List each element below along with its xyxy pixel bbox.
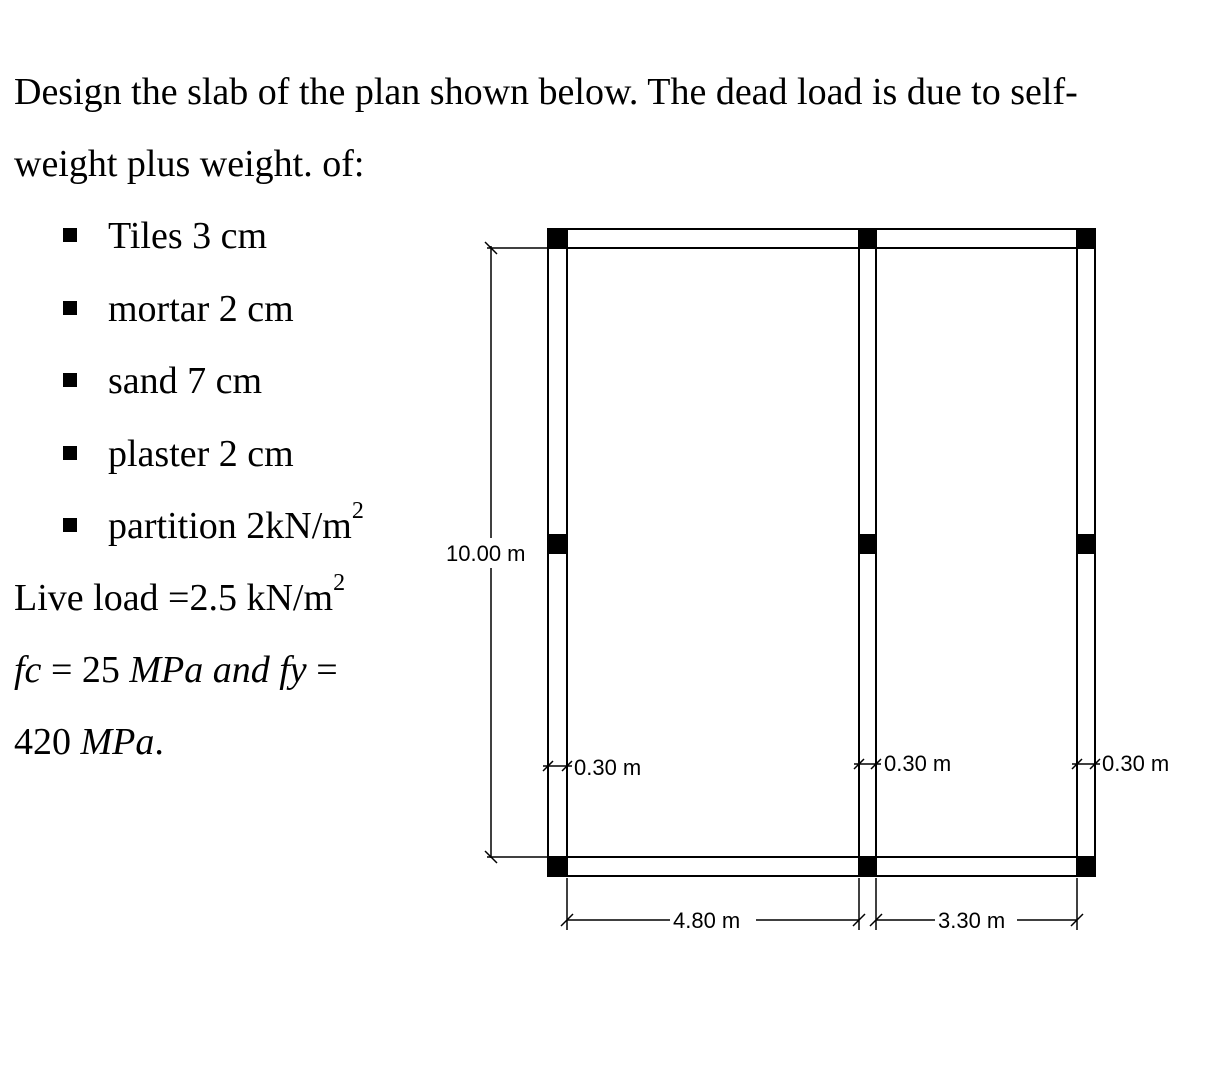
fy-value: 420 <box>14 721 81 763</box>
beam-width-label-middle: 0.30 m <box>884 751 952 776</box>
column <box>858 228 877 249</box>
bottom-beam <box>548 857 1095 876</box>
and-text: and <box>203 649 280 691</box>
overall-height-label: 10.00 m <box>446 541 526 566</box>
fc-symbol: fc <box>14 649 42 691</box>
beam-width-label-right: 0.30 m <box>1102 751 1170 776</box>
column <box>547 228 567 249</box>
dead-load-item-label: mortar 2 cm <box>108 288 294 330</box>
live-load-line: Live load =2.5 $kN/m^2$ <box>14 570 346 619</box>
column <box>858 856 877 877</box>
fy-unit: MPa <box>80 721 155 763</box>
left-span-label: 4.80 m <box>673 908 741 933</box>
top-beam <box>548 229 1095 248</box>
column <box>1076 228 1096 249</box>
right-span-label: 3.30 m <box>938 908 1006 933</box>
column <box>547 856 567 877</box>
dead-load-item-label: partition $2kN/m^2$ <box>108 498 364 547</box>
superscript-exponent: 2 <box>333 570 346 597</box>
beam-width-label-left: 0.30 m <box>574 755 642 780</box>
column <box>1076 856 1096 877</box>
column <box>547 534 567 554</box>
fy-symbol: fy <box>279 649 307 691</box>
problem-intro-line-2: weight plus weight. of: <box>14 143 365 185</box>
superscript-exponent: 2 <box>351 498 364 525</box>
problem-intro-line-1: Design the slab of the plan shown below. The dead load is due to self- <box>14 71 1078 113</box>
column <box>858 534 877 554</box>
fc-unit: MPa <box>129 649 204 691</box>
dead-load-item-label: Tiles 3 cm <box>108 215 268 257</box>
column <box>1076 534 1096 554</box>
fy-equals: = <box>306 649 338 691</box>
dead-load-item-label: sand 7 cm <box>108 360 263 402</box>
fc-value: = 25 <box>41 649 130 691</box>
dead-load-item-label: plaster 2 cm <box>108 433 294 475</box>
dimension-lines <box>485 242 1100 930</box>
end-mark: . <box>154 721 164 763</box>
